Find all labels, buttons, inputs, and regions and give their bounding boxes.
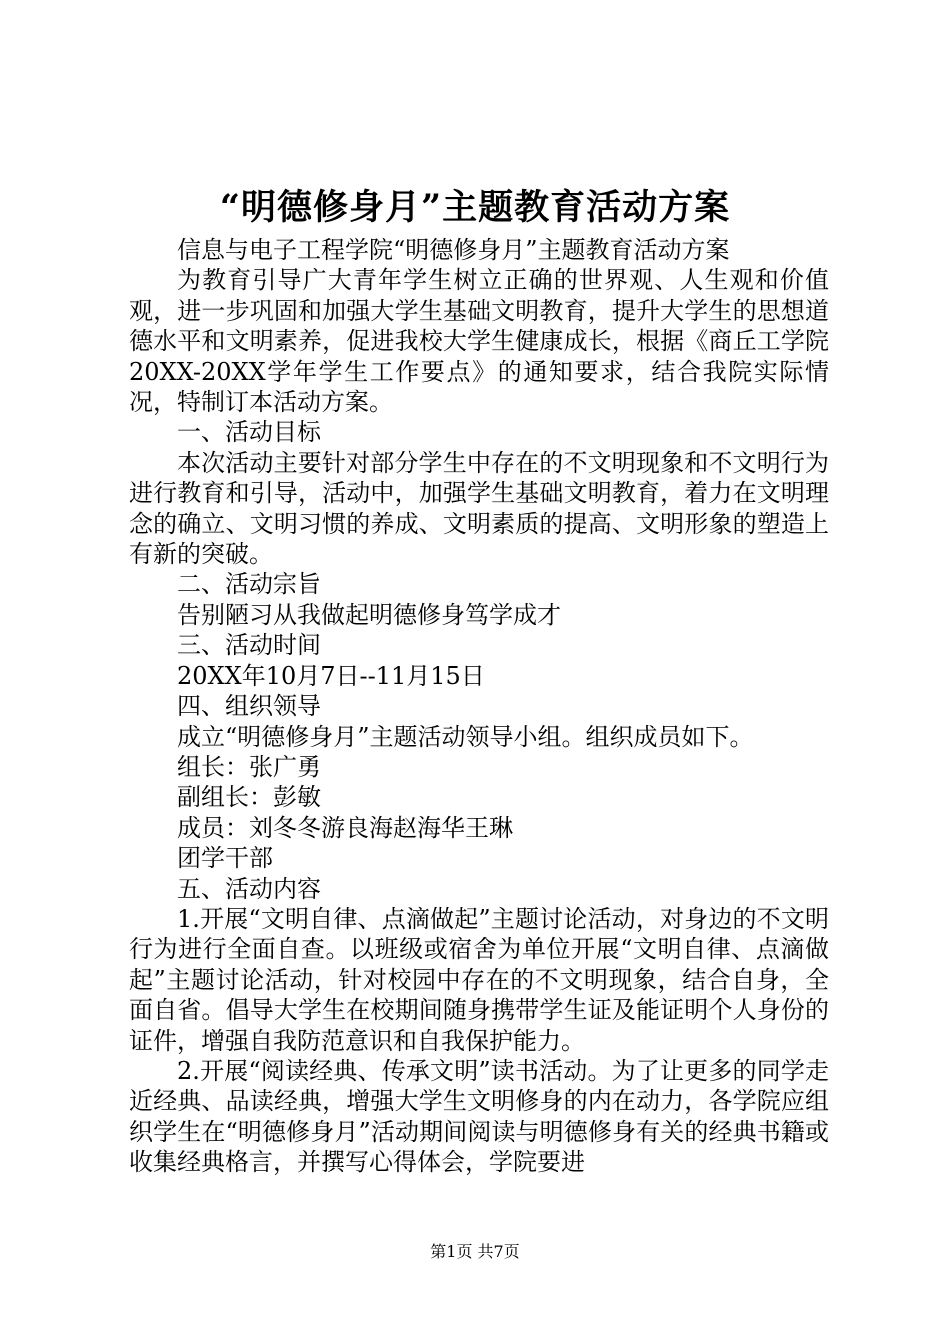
document-title: “明德修身月”主题教育活动方案 — [219, 187, 731, 228]
cadres-line: 团学干部 — [177, 844, 273, 873]
section-heading-purpose: 二、活动宗旨 — [177, 570, 321, 599]
section-heading-goal: 一、活动目标 — [177, 418, 321, 447]
section-heading-time: 三、活动时间 — [177, 631, 321, 660]
document-body — [129, 235, 829, 1178]
content-item-2: 2.开展“阅读经典、传承文明”读书活动。为了让更多的同学走近经典、品读经典，增强大学生文明修身的内在动力，各学院应组织学生在“明德修身月”活动期间阅读与明德修身有关的经典书籍或收集经典格言，并撰写心得体会，学院要进 — [129, 1056, 829, 1177]
members-line: 成员：刘冬冬游良海赵海华王琳 — [177, 813, 513, 842]
page-footer: 第1页 共7页 — [430, 1242, 520, 1261]
goal-paragraph: 本次活动主要针对部分学生中存在的不文明现象和不文明行为进行教育和引导，活动中，加强学生基础文明教育，着力在文明理念的确立、文明习惯的养成、文明素质的提高、文明形象的塑造上有新的突破。 — [129, 448, 829, 569]
subtitle-paragraph: 信息与电子工程学院“明德修身月”主题教育活动方案 — [177, 236, 730, 264]
section-heading-content: 五、活动内容 — [177, 874, 321, 903]
section-heading-organization: 四、组织领导 — [177, 692, 321, 721]
leader-line: 组长：张广勇 — [177, 752, 321, 781]
deputy-leader-line: 副组长：彭敏 — [177, 783, 321, 812]
time-paragraph: 20XX年10月7日--11月15日 — [177, 661, 485, 690]
purpose-paragraph: 告别陋习从我做起明德修身笃学成才 — [177, 600, 561, 629]
organization-paragraph: 成立“明德修身月”主题活动领导小组。组织成员如下。 — [177, 722, 754, 751]
content-item-1: 1.开展“文明自律、点滴做起”主题讨论活动，对身边的不文明行为进行全面自查。以班级或宿舍为单位开展“文明自律、点滴做起”主题讨论活动，针对校园中存在的不文明现象，结合自身，全面自省。倡导大学生在校期间随身携带学生证及能证明个人身份的证件，增强自我防范意识和自我保护能力。 — [129, 904, 829, 1055]
intro-paragraph: 为教育引导广大青年学生树立正确的世界观、人生观和价值观，进一步巩固和加强大学生基础文明教育，提升大学生的思想道德水平和文明素养，促进我校大学生健康成长，根据《商丘工学院20XX-20XX学年学生工作要点》的通知要求，结合我院实际情况，特制订本活动方案。 — [129, 266, 829, 417]
